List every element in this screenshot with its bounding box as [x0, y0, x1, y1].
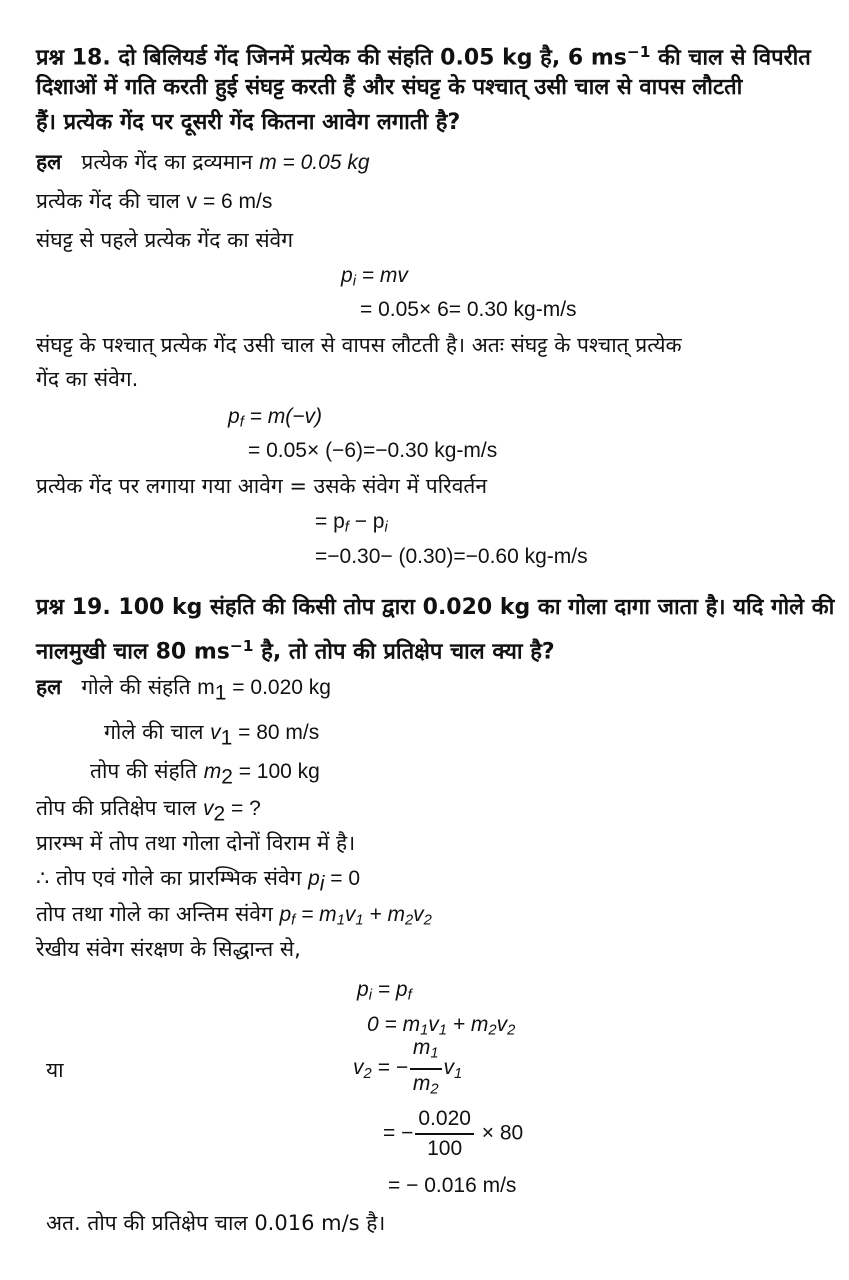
- question-18-line-1: प्रश्न 18. दो बिलियर्ड गेंद जिनमें प्रत्येक की संहति 0.05 kg है, 6 $ms^{-1}$ की चाल से विपरीत: [36, 43, 811, 71]
- solution-label: हल: [36, 675, 62, 699]
- question-19-line-1: प्रश्न 19. 100 kg संहति की किसी तोप द्वारा 0.020 kg का गोला दागा जाता है। यदि गोले की: [36, 595, 835, 620]
- sol18-pi-value: = 0.05× 6= 0.30 kg-m/s: [360, 298, 577, 321]
- sol19-m2: तोप की संहति $m_2 = 100$ kg: [90, 759, 320, 789]
- sol19-conservation: रेखीय संवेग संरक्षण के सिद्धान्त से,: [36, 937, 301, 961]
- sol18-mass: हल प्रत्येक गेंद का द्रव्यमान m = 0.05 kg: [36, 150, 370, 174]
- sol18-pi-eq: $p_i$ = mv: [341, 264, 408, 290]
- sol19-final-answer: अत. तोप की प्रतिक्षेप चाल 0.016 m/s है।: [46, 1211, 386, 1235]
- sol19-eq-v2: $v_2$ = − $\frac{m_1}{m_2}$ $v_1$: [353, 1036, 463, 1098]
- sol19-final-momentum: तोप तथा गोले का अन्तिम संवेग $p_f = m_1v_1 + m_2v_2$: [36, 902, 432, 929]
- question-18-line-3: हैं। प्रत्येक गेंद पर दूसरी गेंद कितना आवेग लगाती है?: [36, 110, 461, 135]
- sol18-pf-eq: $p_f = m(-v)$: [228, 405, 322, 431]
- sol19-eq-pi-pf: $p_i = p_f$: [357, 978, 412, 1004]
- sol18-post-line-1: संघट्ट के पश्चात् प्रत्येक गेंद उसी चाल से वापस लौटती है। अतः संघट्ट के पश्चात् प्रत्येक: [36, 333, 682, 357]
- question-18-line-2: दिशाओं में गति करती हुई संघट्ट करती हैं और संघट्ट के पश्चात् उसी चाल से वापस लौटती: [36, 75, 743, 100]
- question-19-line-2: नालमुखी चाल 80 $ms^{-1}$ है, तो तोप की प्रतिक्षेप चाल क्या है?: [36, 637, 555, 665]
- sol18-pre-momentum: संघट्ट से पहले प्रत्येक गेंद का संवेग: [36, 228, 294, 252]
- sol19-m1: हल गोले की संहति $m_1 = 0.020$ kg: [36, 675, 331, 705]
- question-19-label: प्रश्न 19.: [36, 595, 111, 620]
- sol19-or: या: [46, 1058, 64, 1082]
- sol19-v1: गोले की चाल $v_1 = 80$ m/s: [104, 720, 320, 750]
- sol18-impulse-eq-1: = $p_f - p_i$: [315, 510, 388, 536]
- sol18-impulse-eq-2: =−0.30− (0.30)=−0.60 kg-m/s: [315, 545, 588, 568]
- sol18-pf-value: = 0.05× (−6)=−0.30 kg-m/s: [248, 439, 498, 462]
- question-18-label: प्रश्न 18.: [36, 45, 111, 71]
- sol19-eq-substitute: = − $\frac{0.020}{100}$ × 80: [383, 1107, 524, 1160]
- sol19-rest: प्रारम्भ में तोप तथा गोला दोनों विराम में है।: [36, 831, 356, 855]
- sol19-eq-zero: $0 = m_1v_1 + m_2v_2$: [367, 1013, 516, 1039]
- sol19-result: = − 0.016 m/s: [388, 1174, 517, 1197]
- solution-label: हल: [36, 150, 62, 174]
- sol18-speed: प्रत्येक गेंद की चाल v = 6 m/s: [36, 189, 273, 213]
- sol18-post-line-2: गेंद का संवेग.: [36, 367, 139, 391]
- sol19-v2: तोप की प्रतिक्षेप चाल $v_2$ = ?: [36, 796, 261, 826]
- sol19-initial-momentum: ∴ तोप एवं गोले का प्रारम्भिक संवेग $p_i = 0$: [36, 866, 361, 896]
- sol18-impulse-text: प्रत्येक गेंद पर लगाया गया आवेग = उसके संवेग में परिवर्तन: [36, 474, 488, 498]
